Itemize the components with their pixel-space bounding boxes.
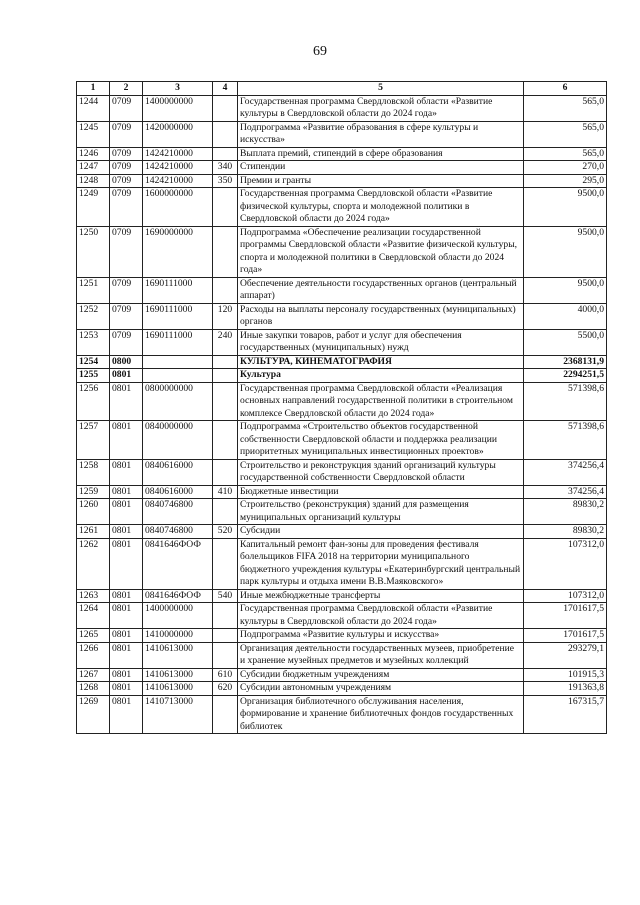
header-cell: 2 [110, 82, 143, 96]
section-code-cell: 0801 [110, 369, 143, 383]
target-code-cell: 0841646ФОФ [143, 589, 213, 603]
table-row [77, 161, 607, 175]
section-code-cell: 0801 [110, 629, 143, 643]
amount-cell: 571398,6 [524, 382, 607, 421]
section-code-cell: 0709 [110, 161, 143, 175]
amount-cell: 4000,0 [524, 303, 607, 329]
expense-type-cell [213, 355, 238, 369]
item-name-cell: Субсидии автономным учреждениям [238, 682, 524, 696]
header-cell: 5 [238, 82, 524, 96]
target-code-cell: 1420000000 [143, 121, 213, 147]
table-row [77, 668, 607, 682]
expense-type-cell [213, 147, 238, 161]
expense-type-cell [213, 459, 238, 485]
item-name-cell: Иные закупки товаров, работ и услуг для обеспечения государственных (муниципальных) нужд [238, 329, 524, 355]
amount-cell: 374256,4 [524, 485, 607, 499]
amount-cell: 293279,1 [524, 642, 607, 668]
amount-cell: 2294251,5 [524, 369, 607, 383]
expense-type-cell [213, 188, 238, 227]
amount-cell: 5500,0 [524, 329, 607, 355]
header-cell: 4 [213, 82, 238, 96]
section-code-cell: 0709 [110, 277, 143, 303]
row-number-cell: 1269 [77, 695, 110, 734]
table-row [77, 303, 607, 329]
expense-type-cell: 520 [213, 525, 238, 539]
row-number-cell: 1266 [77, 642, 110, 668]
table-row [77, 459, 607, 485]
amount-cell: 571398,6 [524, 421, 607, 460]
section-code-cell: 0801 [110, 499, 143, 525]
row-number-cell: 1261 [77, 525, 110, 539]
target-code-cell: 0840000000 [143, 421, 213, 460]
amount-cell: 9500,0 [524, 277, 607, 303]
row-number-cell: 1262 [77, 538, 110, 589]
expense-type-cell [213, 121, 238, 147]
section-code-cell: 0801 [110, 668, 143, 682]
amount-cell: 89830,2 [524, 499, 607, 525]
row-number-cell: 1265 [77, 629, 110, 643]
amount-cell: 9500,0 [524, 188, 607, 227]
target-code-cell: 0840746800 [143, 525, 213, 539]
expense-type-cell [213, 603, 238, 629]
item-name-cell: Бюджетные инвестиции [238, 485, 524, 499]
expense-type-cell: 350 [213, 174, 238, 188]
expense-type-cell: 340 [213, 161, 238, 175]
amount-cell: 2368131,9 [524, 355, 607, 369]
item-name-cell: Подпрограмма «Обеспечение реализации государственной программы Свердловской области «Развитие физической культуры, спорта и молодежной политики в Свердловской области до 2024 года» [238, 226, 524, 277]
item-name-cell: Государственная программа Свердловской области «Развитие культуры в Свердловской области до 2024 года» [238, 95, 524, 121]
row-number-cell: 1264 [77, 603, 110, 629]
row-number-cell: 1254 [77, 355, 110, 369]
item-name-cell: Расходы на выплаты персоналу государственных (муниципальных) органов [238, 303, 524, 329]
section-code-cell: 0709 [110, 303, 143, 329]
expense-type-cell [213, 499, 238, 525]
expense-type-cell [213, 369, 238, 383]
table-row [77, 538, 607, 589]
row-number-cell: 1260 [77, 499, 110, 525]
row-number-cell: 1248 [77, 174, 110, 188]
expense-type-cell [213, 538, 238, 589]
section-code-cell: 0709 [110, 226, 143, 277]
item-name-cell: Субсидии бюджетным учреждениям [238, 668, 524, 682]
table-row [77, 642, 607, 668]
target-code-cell: 1400000000 [143, 603, 213, 629]
item-name-cell: Государственная программа Свердловской области «Реализация основных направлений государственной политики в строительном комплексе Свердловской области до 2024 года» [238, 382, 524, 421]
target-code-cell: 1690000000 [143, 226, 213, 277]
amount-cell: 565,0 [524, 95, 607, 121]
row-number-cell: 1253 [77, 329, 110, 355]
table-row [77, 629, 607, 643]
expense-type-cell [213, 226, 238, 277]
item-name-cell: Премии и гранты [238, 174, 524, 188]
item-name-cell: Стипендии [238, 161, 524, 175]
table-row [77, 499, 607, 525]
row-number-cell: 1257 [77, 421, 110, 460]
table-row [77, 589, 607, 603]
item-name-cell: Подпрограмма «Строительство объектов государственной собственности Свердловской области и поддержка реализации приоритетных муниципальных инвестиционных проектов» [238, 421, 524, 460]
row-number-cell: 1246 [77, 147, 110, 161]
table-row [77, 121, 607, 147]
section-code-cell: 0801 [110, 695, 143, 734]
expense-type-cell [213, 382, 238, 421]
expense-type-cell [213, 629, 238, 643]
table-row [77, 695, 607, 734]
item-name-cell: Капитальный ремонт фан-зоны для проведения фестиваля болельщиков FIFA 2018 на территории муниципального бюджетного учреждения культуры «Екатеринбургский центральный парк культуры и отдыха имени В.В.Маяковского» [238, 538, 524, 589]
target-code-cell: 1410613000 [143, 642, 213, 668]
table-row [77, 226, 607, 277]
item-name-cell: Подпрограмма «Развитие образования в сфере культуры и искусства» [238, 121, 524, 147]
expense-type-cell [213, 642, 238, 668]
row-number-cell: 1255 [77, 369, 110, 383]
item-name-cell: Подпрограмма «Развитие культуры и искусства» [238, 629, 524, 643]
section-code-cell: 0709 [110, 121, 143, 147]
row-number-cell: 1256 [77, 382, 110, 421]
page-number: 69 [313, 44, 327, 59]
row-number-cell: 1247 [77, 161, 110, 175]
item-name-cell: Строительство и реконструкция зданий организаций культуры государственной собственности Свердловской области [238, 459, 524, 485]
row-number-cell: 1259 [77, 485, 110, 499]
row-number-cell: 1250 [77, 226, 110, 277]
table-row [77, 603, 607, 629]
table-row [77, 525, 607, 539]
section-code-cell: 0801 [110, 421, 143, 460]
item-name-cell: Строительство (реконструкция) зданий для размещения муниципальных организаций культуры [238, 499, 524, 525]
target-code-cell: 0800000000 [143, 382, 213, 421]
section-code-cell: 0801 [110, 589, 143, 603]
expense-type-cell: 410 [213, 485, 238, 499]
section-code-cell: 0801 [110, 538, 143, 589]
target-code-cell: 1424210000 [143, 147, 213, 161]
table-row [77, 95, 607, 121]
target-code-cell: 0840616000 [143, 459, 213, 485]
section-code-cell: 0801 [110, 682, 143, 696]
budget-table [76, 81, 607, 734]
expense-type-cell: 240 [213, 329, 238, 355]
section-code-cell: 0709 [110, 147, 143, 161]
header-cell: 3 [143, 82, 213, 96]
expense-type-cell: 620 [213, 682, 238, 696]
row-number-cell: 1263 [77, 589, 110, 603]
table-row [77, 382, 607, 421]
amount-cell: 565,0 [524, 121, 607, 147]
section-code-cell: 0709 [110, 329, 143, 355]
amount-cell: 9500,0 [524, 226, 607, 277]
row-number-cell: 1267 [77, 668, 110, 682]
row-number-cell: 1258 [77, 459, 110, 485]
row-number-cell: 1249 [77, 188, 110, 227]
section-code-cell: 0709 [110, 174, 143, 188]
section-code-cell: 0801 [110, 525, 143, 539]
section-code-cell: 0800 [110, 355, 143, 369]
table-row [77, 682, 607, 696]
amount-cell: 167315,7 [524, 695, 607, 734]
target-code-cell: 1690111000 [143, 329, 213, 355]
target-code-cell: 1410613000 [143, 668, 213, 682]
item-name-cell: Организация деятельности государственных музеев, приобретение и хранение музейных предметов и музейных коллекций [238, 642, 524, 668]
target-code-cell: 0840616000 [143, 485, 213, 499]
target-code-cell: 1400000000 [143, 95, 213, 121]
row-number-cell: 1245 [77, 121, 110, 147]
table-row [77, 421, 607, 460]
table-row [77, 485, 607, 499]
target-code-cell [143, 369, 213, 383]
item-name-cell: Государственная программа Свердловской области «Развитие физической культуры, спорта и молодежной политики в Свердловской области до 2024 года» [238, 188, 524, 227]
expense-type-cell: 120 [213, 303, 238, 329]
item-name-cell: Иные межбюджетные трансферты [238, 589, 524, 603]
target-code-cell: 0841646ФОФ [143, 538, 213, 589]
row-number-cell: 1252 [77, 303, 110, 329]
amount-cell: 1701617,5 [524, 629, 607, 643]
item-name-cell: Организация библиотечного обслуживания населения, формирование и хранение библиотечных фондов государственных библиотек [238, 695, 524, 734]
amount-cell: 270,0 [524, 161, 607, 175]
amount-cell: 89830,2 [524, 525, 607, 539]
row-number-cell: 1268 [77, 682, 110, 696]
amount-cell: 374256,4 [524, 459, 607, 485]
table-row [77, 174, 607, 188]
header-cell: 6 [524, 82, 607, 96]
item-name-cell: Обеспечение деятельности государственных органов (центральный аппарат) [238, 277, 524, 303]
table-row [77, 369, 607, 383]
item-name-cell: КУЛЬТУРА, КИНЕМАТОГРАФИЯ [238, 355, 524, 369]
row-number-cell: 1244 [77, 95, 110, 121]
section-code-cell: 0709 [110, 188, 143, 227]
target-code-cell: 1410613000 [143, 682, 213, 696]
section-code-cell: 0709 [110, 95, 143, 121]
target-code-cell: 1690111000 [143, 277, 213, 303]
target-code-cell [143, 355, 213, 369]
section-code-cell: 0801 [110, 459, 143, 485]
item-name-cell: Выплата премий, стипендий в сфере образования [238, 147, 524, 161]
expense-type-cell: 610 [213, 668, 238, 682]
table-row [77, 277, 607, 303]
amount-cell: 1701617,5 [524, 603, 607, 629]
header-cell: 1 [77, 82, 110, 96]
item-name-cell: Субсидии [238, 525, 524, 539]
target-code-cell: 0840746800 [143, 499, 213, 525]
target-code-cell: 1690111000 [143, 303, 213, 329]
table-row [77, 147, 607, 161]
target-code-cell: 1424210000 [143, 161, 213, 175]
row-number-cell: 1251 [77, 277, 110, 303]
table-row [77, 355, 607, 369]
item-name-cell: Государственная программа Свердловской области «Развитие культуры в Свердловской области до 2024 года» [238, 603, 524, 629]
amount-cell: 107312,0 [524, 589, 607, 603]
section-code-cell: 0801 [110, 485, 143, 499]
expense-type-cell [213, 695, 238, 734]
section-code-cell: 0801 [110, 603, 143, 629]
expense-type-cell: 540 [213, 589, 238, 603]
target-code-cell: 1410713000 [143, 695, 213, 734]
expense-type-cell [213, 421, 238, 460]
amount-cell: 565,0 [524, 147, 607, 161]
expense-type-cell [213, 95, 238, 121]
amount-cell: 107312,0 [524, 538, 607, 589]
amount-cell: 101915,3 [524, 668, 607, 682]
amount-cell: 191363,8 [524, 682, 607, 696]
section-code-cell: 0801 [110, 382, 143, 421]
amount-cell: 295,0 [524, 174, 607, 188]
target-code-cell: 1410000000 [143, 629, 213, 643]
target-code-cell: 1424210000 [143, 174, 213, 188]
table-row [77, 329, 607, 355]
section-code-cell: 0801 [110, 642, 143, 668]
expense-type-cell [213, 277, 238, 303]
item-name-cell: Культура [238, 369, 524, 383]
target-code-cell: 1600000000 [143, 188, 213, 227]
header-row [77, 82, 607, 96]
table-row [77, 188, 607, 227]
